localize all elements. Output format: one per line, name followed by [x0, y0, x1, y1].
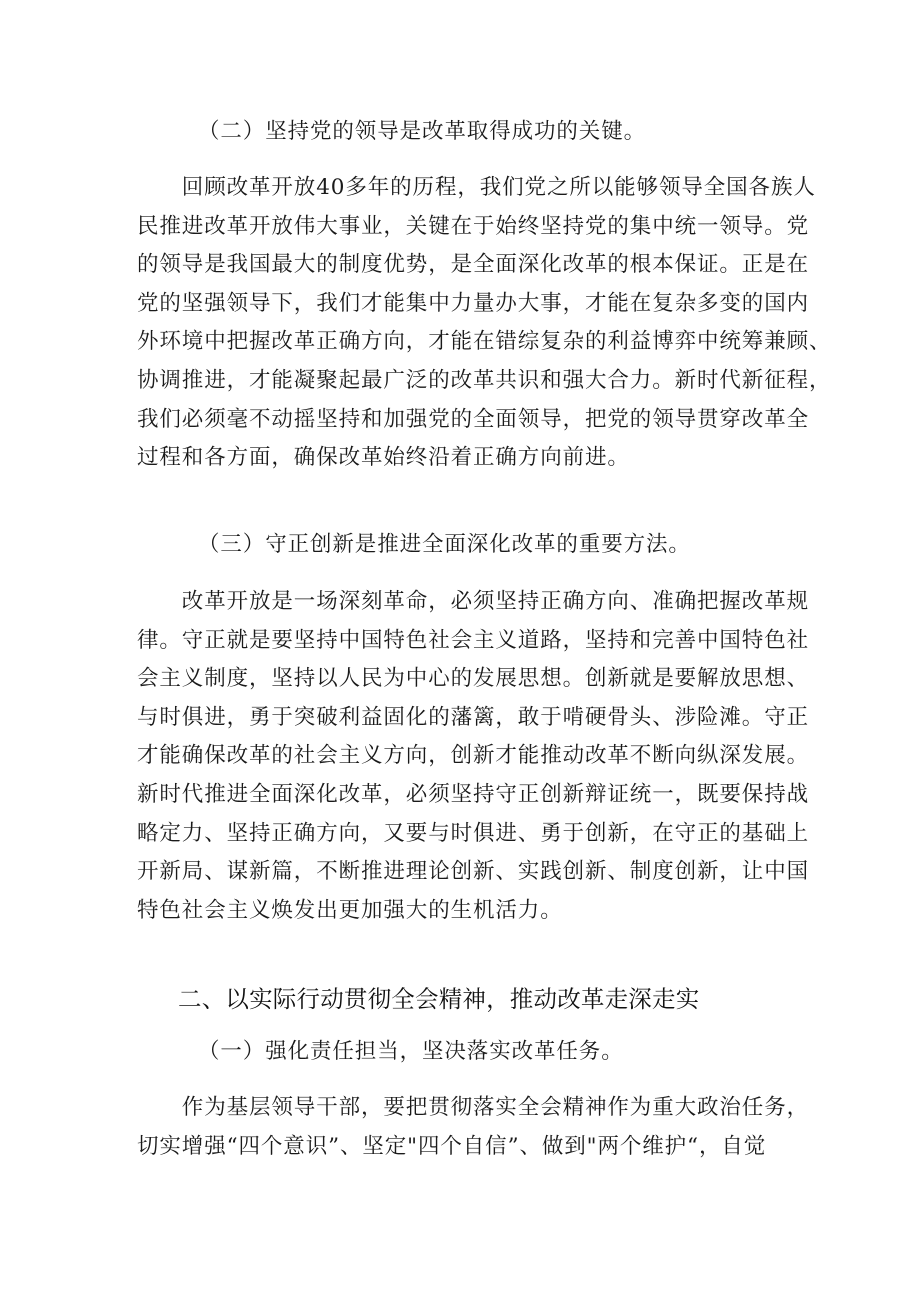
paragraph-line: 党的坚强领导下，我们才能集中力量办大事，才能在复杂多变的国内 — [137, 290, 810, 316]
paragraph-line: 作为基层领导干部，要把贯彻落实全会精神作为重大政治任务， — [137, 1095, 810, 1120]
paragraph-line: 新时代推进全面深化改革，必须坚持守正创新辩证统一，既要保持战 — [137, 781, 810, 807]
subheading-2: （二）坚持党的领导是改革取得成功的关键。 — [198, 119, 647, 144]
paragraph-line: 特色社会主义焕发出更加强大的生机活力。 — [137, 897, 563, 923]
subheading-2-1: （一）强化责任担当，坚决落实改革任务。 — [198, 1039, 624, 1064]
paragraph-line: 民推进改革开放伟大事业，关键在于始终坚持党的集中统一领导。党 — [137, 213, 810, 239]
paragraph-line: 与时俱进，勇于突破利益固化的藩篱，敢于啃硬骨头、涉险滩。守正 — [137, 704, 810, 730]
paragraph-line: 外环境中把握改革正确方向，才能在错综复杂的利益博弈中统筹兼顾、 — [137, 329, 832, 355]
paragraph-responsibility — [137, 1089, 810, 1166]
paragraph-line: 才能确保改革的社会主义方向，创新才能推动改革不断向纵深发展。 — [137, 743, 810, 769]
subheading-3: （三）守正创新是推进全面深化改革的重要方法。 — [198, 532, 691, 557]
section-title: 二、以实际行动贯彻全会精神，推动改革走深走实 — [178, 985, 700, 1013]
paragraph-line: 略定力、坚持正确方向，又要与时俱进、勇于创新，在守正的基础上 — [137, 820, 810, 846]
paragraph-line: 改革开放是一场深刻革命，必须坚持正确方向、准确把握改革规 — [137, 589, 810, 614]
paragraph-line: 切实增强“四个意识”、坚定"四个自信”、做到"两个维护“，自觉 — [137, 1133, 767, 1159]
paragraph-innovation — [137, 583, 810, 930]
paragraph-line: 开新局、谋新篇，不断推进理论创新、实践创新、制度创新，让中国 — [137, 859, 810, 885]
paragraph-line: 过程和各方面，确保改革始终沿着正确方向前进。 — [137, 445, 630, 471]
paragraph-line: 律。守正就是要坚持中国特色社会主义道路，坚持和完善中国特色社 — [137, 627, 810, 653]
paragraph-line: 我们必须毫不动摇坚持和加强党的全面领导，把党的领导贯穿改革全 — [137, 406, 810, 432]
paragraph-party-leadership — [137, 169, 832, 478]
paragraph-line: 的领导是我国最大的制度优势，是全面深化改革的根本保证。正是在 — [137, 252, 810, 278]
paragraph-line: 回顾改革开放40多年的历程，我们党之所以能够领导全国各族人 — [137, 175, 816, 200]
paragraph-line: 会主义制度，坚持以人民为中心的发展思想。创新就是要解放思想、 — [137, 666, 810, 692]
paragraph-line: 协调推进，才能凝聚起最广泛的改革共识和强大合力。新时代新征程， — [137, 367, 832, 393]
